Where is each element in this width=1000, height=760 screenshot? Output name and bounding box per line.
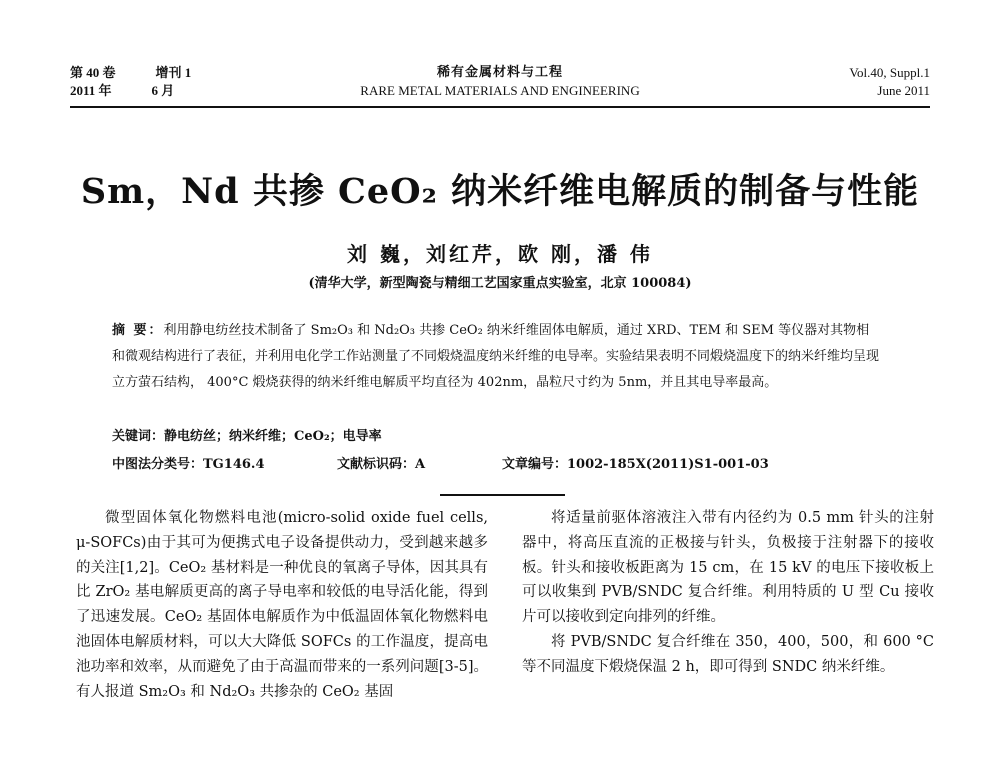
- running-header: [70, 64, 930, 106]
- abstract: [112, 318, 882, 396]
- journal-name-en: RARE METAL MATERIALS AND ENGINEERING: [360, 83, 640, 98]
- header-vol-suppl: Vol.40, Suppl.1: [849, 65, 930, 80]
- header-issue: 增刊 1: [155, 65, 192, 80]
- body-paragraph-intro: 微型固体氧化物燃料电池(micro-solid oxide fuel cells, μ-SOFCs)由于其可为便携式电子设备提供动力，受到越来越多的关注[1,2]。CeO₂ 基材料是一种优良的氧离子导体，因其具有比 ZrO₂ 基电解质更高的离子导电率和较低的电导活化能，得到了迅速发展。CeO₂ 基固体电解质作为中低温固体氧化物燃料电池固体电解质材料，可以大大降低 SOFCs 的工作温度，提高电池功率和效率，从而避免了由于高温而带来的一系列问题[3-5]。有人报道 Sm₂O₃ 和 Nd₂O₃ 共掺杂的 CeO₂ 基固: [76, 510, 488, 700]
- body-paragraph-method: 将适量前驱体溶液注入带有内径约为 0.5 mm 针头的注射器中，将高压直流的正极接与针头，负极接于注射器下的接收板。针头和接收板距离为 15 cm，在 15 kV 的电压下接收板上可以收集到 PVB/SNDC 复合纤维。利用特质的 U 型 Cu 接收片可以接收到定向排列的纤维。: [522, 510, 934, 626]
- body-column-right: [522, 506, 934, 680]
- body-paragraph-calcination: 将 PVB/SNDC 复合纤维在 350，400，500，和 600 °C等不同温度下煅烧保温 2 h，即可得到 SNDC 纳米纤维。: [522, 633, 934, 675]
- journal-name-cn: 稀有金属材料与工程: [436, 65, 563, 80]
- classification-line: [112, 452, 882, 478]
- article-number: 文章编号：1002-185X(2011)S1-001-03: [502, 457, 769, 472]
- header-month: 6 月: [151, 83, 175, 98]
- header-date: June 2011: [877, 83, 930, 98]
- header-volume: 第 40 卷: [70, 65, 116, 80]
- abstract-label: 摘 要：: [112, 323, 164, 338]
- authors: 刘 巍，刘红芹，欧 刚，潘 伟: [347, 242, 653, 266]
- header-rule: [70, 106, 930, 108]
- clc-number: 中图法分类号：TG146.4: [112, 457, 265, 472]
- affiliation: (清华大学，新型陶瓷与精细工艺国家重点实验室，北京 100084): [308, 276, 692, 291]
- keywords: 关键词：静电纺丝；纳米纤维；CeO₂；电导率: [112, 429, 382, 444]
- abstract-text: 利用静电纺丝技术制备了 Sm₂O₃ 和 Nd₂O₃ 共掺 CeO₂ 纳米纤维固体电解质，通过 XRD、TEM 和 SEM 等仪器对其物相和微观结构进行了表征，并利用电化学工作站测量了不同煅烧温度纳米纤维的电导率。实验结果表明不同煅烧温度下的纳米纤维均呈现立方萤石结构， 400°C 煅烧获得的纳米纤维电解质平均直径为 402nm，晶粒尺寸约为 5nm，并且其电导率最高。: [112, 323, 880, 390]
- header-journal: [70, 64, 930, 100]
- section-divider: [440, 494, 565, 496]
- document-code: 文献标识码：A: [337, 457, 426, 472]
- header-vol-en: [849, 64, 930, 100]
- header-year: 2011 年: [70, 83, 112, 98]
- paper-title: Sm，Nd 共掺 CeO₂ 纳米纤维电解质的制备与性能: [80, 171, 920, 212]
- body-column-left: [76, 506, 488, 704]
